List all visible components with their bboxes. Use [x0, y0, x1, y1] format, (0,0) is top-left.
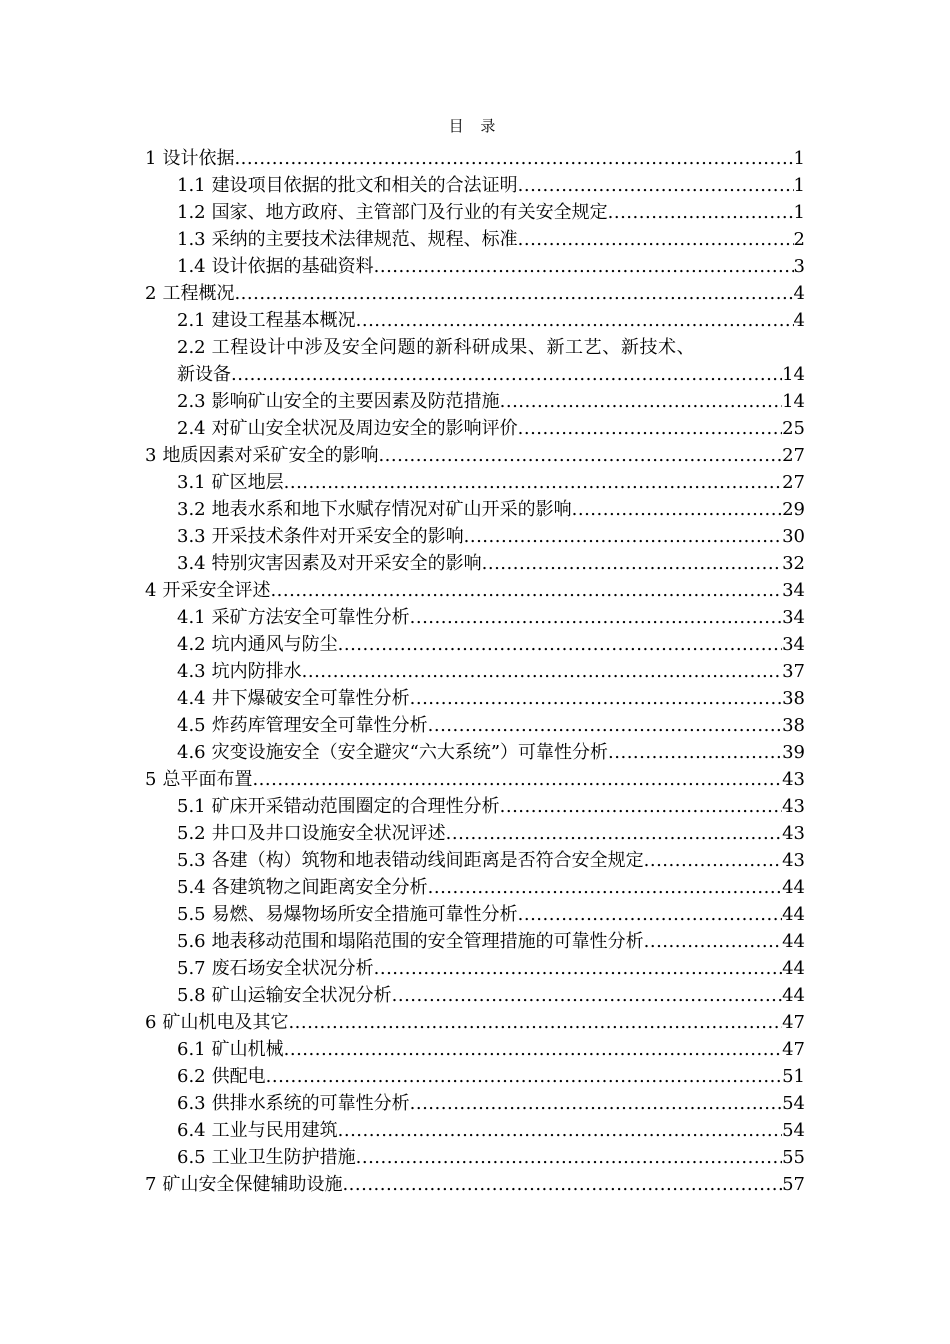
toc-chapter[interactable] [145, 145, 805, 172]
toc-section[interactable] [177, 793, 805, 820]
toc-section[interactable] [177, 388, 805, 415]
toc-entry-number: 4.3 [177, 661, 206, 682]
toc-entry-number: 3.1 [177, 472, 206, 493]
toc-entry-page: 34 [782, 607, 805, 628]
toc-entry-number: 6.1 [177, 1039, 206, 1060]
toc-entry-label: 易燃、易爆物场所安全措施可靠性分析 [211, 904, 518, 925]
toc-entry-page: 57 [782, 1174, 805, 1195]
toc-leader-dots [284, 1036, 782, 1063]
toc-section[interactable] [177, 496, 805, 523]
toc-leader-dots [266, 1063, 782, 1090]
toc-entry-label: 建设工程基本概况 [211, 310, 356, 331]
toc-entry-page: 4 [793, 310, 805, 331]
toc-entry-continuation[interactable] [177, 361, 805, 388]
toc-entry-number: 6 [145, 1012, 157, 1033]
toc-entry-page: 44 [782, 958, 805, 979]
toc-entry-page: 34 [782, 634, 805, 655]
toc-leader-dots [356, 307, 794, 334]
toc-entry-number: 5.8 [177, 985, 206, 1006]
toc-entry-page: 37 [782, 661, 805, 682]
toc-entry-number: 4.5 [177, 715, 206, 736]
toc-entry-label: 对矿山安全状况及周边安全的影响评价 [211, 418, 518, 439]
toc-entry-label-continued: 新设备 [177, 364, 231, 385]
toc-entry-page: 1 [793, 148, 805, 169]
toc-section[interactable] [177, 253, 805, 280]
toc-entry-number: 1 [145, 148, 157, 169]
toc-title: 目 录 [448, 117, 502, 135]
toc-entry-page: 27 [782, 445, 805, 466]
toc-leader-dots [518, 172, 794, 199]
toc-entry-label: 供配电 [211, 1066, 266, 1087]
toc-entry-page: 14 [782, 391, 805, 412]
toc-section[interactable] [177, 1144, 805, 1171]
toc-entry-label: 开采安全评述 [162, 580, 271, 601]
toc-leader-dots [428, 874, 782, 901]
toc-entry-number: 6.2 [177, 1066, 206, 1087]
toc-leader-dots [608, 199, 794, 226]
toc-leader-dots [284, 469, 782, 496]
toc-entry-number: 1.2 [177, 202, 206, 223]
toc-entry-label: 炸药库管理安全可靠性分析 [211, 715, 428, 736]
toc-leader-dots [270, 577, 782, 604]
toc-entry-page: 25 [782, 418, 805, 439]
toc-entry-page: 2 [793, 229, 805, 250]
toc-leader-dots [410, 685, 782, 712]
toc-entry-number: 1.1 [177, 175, 206, 196]
toc-entry-page: 44 [782, 931, 805, 952]
toc-entry-label: 地表水系和地下水赋存情况对矿山开采的影响 [211, 499, 572, 520]
toc-leader-dots [518, 901, 782, 928]
toc-entry-number: 5.5 [177, 904, 206, 925]
toc-entry-label: 灾变设施安全（安全避灾“六大系统”）可靠性分析 [211, 742, 609, 763]
toc-entry-number: 4.1 [177, 607, 206, 628]
toc-leader-dots [234, 145, 793, 172]
toc-leader-dots [231, 361, 782, 388]
toc-entry-label: 各建（构）筑物和地表错动线间距离是否符合安全规定 [211, 850, 644, 871]
toc-entry-number: 3 [145, 445, 157, 466]
toc-entry-page: 27 [782, 472, 805, 493]
toc-entry-page: 30 [782, 526, 805, 547]
toc-entry-number: 6.4 [177, 1120, 206, 1141]
toc-entry-page: 44 [782, 877, 805, 898]
toc-section[interactable] [177, 1036, 805, 1063]
toc-leader-dots [410, 1090, 782, 1117]
toc-entry-label: 矿区地层 [211, 472, 284, 493]
toc-leader-dots [392, 982, 782, 1009]
toc-entry-number: 6.3 [177, 1093, 206, 1114]
toc-section[interactable] [177, 982, 805, 1009]
toc-leader-dots [482, 550, 782, 577]
toc-entry-label: 地表移动范围和塌陷范围的安全管理措施的可靠性分析 [211, 931, 644, 952]
toc-entry-page: 29 [782, 499, 805, 520]
toc-leader-dots [356, 1144, 782, 1171]
toc-entry-page: 1 [793, 202, 805, 223]
toc-chapter[interactable] [145, 442, 805, 469]
toc-section[interactable] [177, 226, 805, 253]
toc-entry-page: 14 [782, 364, 805, 385]
toc-entry-page: 38 [782, 715, 805, 736]
toc-entry-label: 采矿方法安全可靠性分析 [211, 607, 410, 628]
toc-entry-page: 43 [782, 850, 805, 871]
toc-entry-number: 4.4 [177, 688, 206, 709]
toc-entry-number: 5.6 [177, 931, 206, 952]
toc-entry-page: 55 [782, 1147, 805, 1168]
toc-chapter[interactable] [145, 766, 805, 793]
toc-leader-dots [608, 739, 782, 766]
toc-section[interactable] [177, 820, 805, 847]
toc-entry-number: 7 [145, 1174, 157, 1195]
toc-entry-page: 44 [782, 904, 805, 925]
toc-section[interactable] [177, 955, 805, 982]
toc-leader-dots [410, 604, 782, 631]
toc-entry-number: 4.6 [177, 742, 206, 763]
toc-chapter[interactable] [145, 280, 805, 307]
toc-entry-number: 2.3 [177, 391, 206, 412]
toc-entry-label: 设计依据 [162, 148, 235, 169]
toc-entry-label: 井下爆破安全可靠性分析 [211, 688, 410, 709]
toc-section[interactable] [177, 604, 805, 631]
toc-leader-dots [234, 280, 793, 307]
toc-section[interactable] [177, 550, 805, 577]
toc-entry-page: 43 [782, 769, 805, 790]
toc-section[interactable] [177, 685, 805, 712]
toc-entry-label: 各建筑物之间距离安全分析 [211, 877, 428, 898]
toc-entry-number: 1.3 [177, 229, 206, 250]
toc-entry-page: 3 [793, 256, 805, 277]
toc-leader-dots [288, 1009, 782, 1036]
toc-section[interactable] [177, 631, 805, 658]
toc-entry-label: 地质因素对采矿安全的影响 [162, 445, 379, 466]
toc-section[interactable] [177, 928, 805, 955]
toc-entry-label: 废石场安全状况分析 [211, 958, 374, 979]
toc-section[interactable] [177, 658, 805, 685]
toc-section[interactable] [177, 199, 805, 226]
toc-section[interactable] [177, 523, 805, 550]
toc-leader-dots [518, 226, 794, 253]
toc-section[interactable] [177, 901, 805, 928]
toc-entry-label: 特别灾害因素及对开采安全的影响 [211, 553, 482, 574]
toc-leader-dots [446, 820, 782, 847]
toc-entry-number: 5 [145, 769, 157, 790]
toc-leader-dots [338, 631, 782, 658]
toc-entry-label: 矿床开采错动范围圈定的合理性分析 [211, 796, 500, 817]
toc-entry-page: 51 [782, 1066, 805, 1087]
toc-entry-label: 供排水系统的可靠性分析 [211, 1093, 410, 1114]
toc-leader-dots [500, 793, 782, 820]
toc-section[interactable] [177, 874, 805, 901]
toc-entry-label: 工程设计中涉及安全问题的新科研成果、新工艺、新技术、 [211, 337, 696, 358]
toc-entry[interactable] [177, 334, 805, 361]
toc-entry-page: 1 [793, 175, 805, 196]
toc-entry-number: 3.4 [177, 553, 206, 574]
toc-section[interactable] [177, 415, 805, 442]
toc-entry-label: 坑内防排水 [211, 661, 302, 682]
toc-entry-label: 工业与民用建筑 [211, 1120, 338, 1141]
toc-entry-number: 2.1 [177, 310, 206, 331]
toc-entry-page: 38 [782, 688, 805, 709]
toc-entry-label: 开采技术条件对开采安全的影响 [211, 526, 464, 547]
toc-entry-page: 54 [782, 1120, 805, 1141]
toc-entry-page: 47 [782, 1012, 805, 1033]
toc-entry-number: 3.2 [177, 499, 206, 520]
toc-leader-dots [342, 1171, 782, 1198]
toc-entry-label: 矿山安全保健辅助设施 [162, 1174, 343, 1195]
toc-leader-dots [518, 415, 782, 442]
toc-entry-number: 5.1 [177, 796, 206, 817]
toc-leader-dots [374, 253, 794, 280]
toc-entry-label: 影响矿山安全的主要因素及防范措施 [211, 391, 500, 412]
toc-entry-label: 总平面布置 [162, 769, 253, 790]
toc-leader-dots [644, 928, 782, 955]
toc-leader-dots [374, 955, 782, 982]
toc-entry-label: 矿山机电及其它 [162, 1012, 289, 1033]
toc-leader-dots [378, 442, 782, 469]
toc-section[interactable] [177, 739, 805, 766]
toc-section[interactable] [177, 469, 805, 496]
toc-entry-number: 5.4 [177, 877, 206, 898]
toc-entry-number: 4.2 [177, 634, 206, 655]
toc-section[interactable] [177, 712, 805, 739]
toc-entry-page: 39 [782, 742, 805, 763]
toc-entry-page: 47 [782, 1039, 805, 1060]
toc-entry-label: 建设项目依据的批文和相关的合法证明 [211, 175, 518, 196]
toc-entry-number: 1.4 [177, 256, 206, 277]
toc-leader-dots [338, 1117, 782, 1144]
toc-chapter[interactable] [145, 1171, 805, 1198]
toc-leader-dots [644, 847, 782, 874]
toc-section[interactable] [177, 1090, 805, 1117]
toc-entry-number: 5.7 [177, 958, 206, 979]
toc-entry-number: 2 [145, 283, 157, 304]
toc-chapter[interactable] [145, 1009, 805, 1036]
toc-entry-number: 4 [145, 580, 157, 601]
toc-section[interactable] [177, 847, 805, 874]
toc-entry-label: 井口及井口设施安全状况评述 [211, 823, 446, 844]
toc-entry-label: 国家、地方政府、主管部门及行业的有关安全规定 [211, 202, 608, 223]
toc-entry-page: 43 [782, 796, 805, 817]
toc-entry-label: 工程概况 [162, 283, 235, 304]
toc-leader-dots [500, 388, 782, 415]
toc-entry-label: 工业卫生防护措施 [211, 1147, 356, 1168]
toc-entry-number: 2.4 [177, 418, 206, 439]
toc-leader-dots [252, 766, 782, 793]
toc-leader-dots [572, 496, 782, 523]
toc-entry-page: 4 [793, 283, 805, 304]
toc-entry-label: 矿山机械 [211, 1039, 284, 1060]
toc-entry-page: 54 [782, 1093, 805, 1114]
toc-section[interactable] [177, 1117, 805, 1144]
toc-leader-dots [302, 658, 782, 685]
toc-entry-label: 矿山运输安全状况分析 [211, 985, 392, 1006]
toc-entry-label: 设计依据的基础资料 [211, 256, 374, 277]
toc-section[interactable] [177, 307, 805, 334]
toc-entry-number: 5.3 [177, 850, 206, 871]
toc-entry-page: 43 [782, 823, 805, 844]
toc-entry-page: 32 [782, 553, 805, 574]
toc-leader-dots [464, 523, 782, 550]
toc-section[interactable] [177, 1063, 805, 1090]
toc-entry-number: 2.2 [177, 337, 206, 358]
toc-entry-number: 3.3 [177, 526, 206, 547]
toc-section[interactable] [177, 172, 805, 199]
toc-entry-number: 5.2 [177, 823, 206, 844]
toc-entry-label: 坑内通风与防尘 [211, 634, 338, 655]
toc-entry-number: 6.5 [177, 1147, 206, 1168]
toc-entry-page: 34 [782, 580, 805, 601]
toc-entry-page: 44 [782, 985, 805, 1006]
toc-chapter[interactable] [145, 577, 805, 604]
toc-leader-dots [428, 712, 782, 739]
toc-entry-label: 采纳的主要技术法律规范、规程、标准 [211, 229, 518, 250]
